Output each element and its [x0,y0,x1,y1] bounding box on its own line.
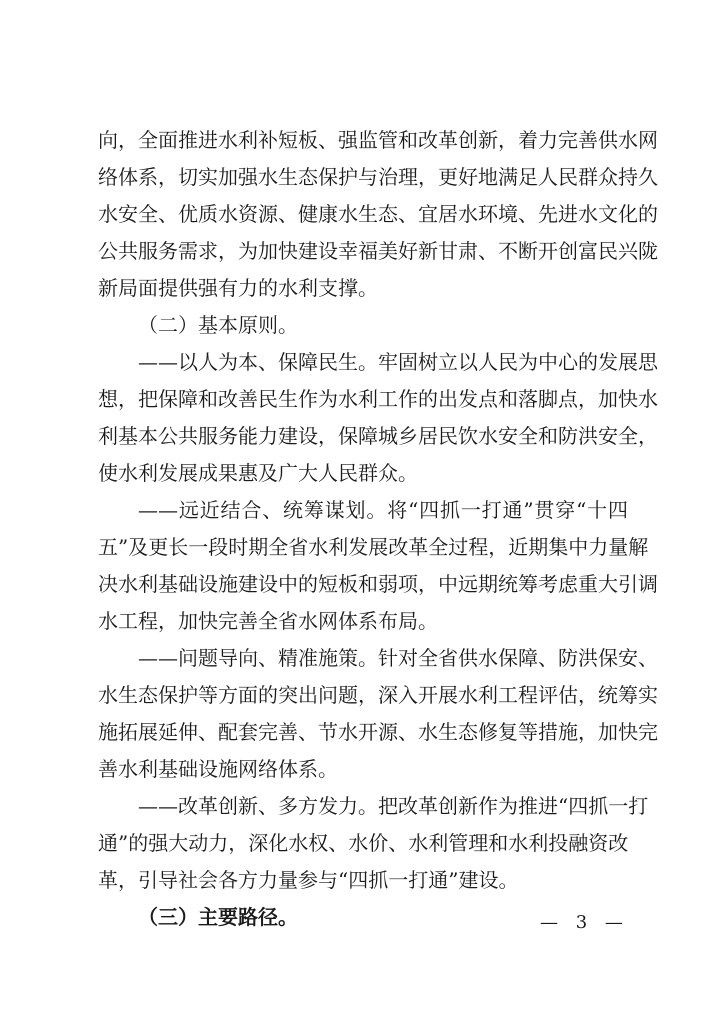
principle-line: ——远近结合、统筹谋划。将“四抓一打通”贯穿“十四 [138,498,628,522]
principle-line: 五”及更长一段时期全省水利发展改革全过程，近期集中力量解 [98,535,649,559]
principle-line: 利基本公共服务能力建设，保障城乡居民饮水安全和防洪安全， [98,424,658,448]
body-line: 新局面提供强有力的水利支撑。 [98,276,378,300]
principle-line: 想，把保障和改善民生作为水利工作的出发点和落脚点，加快水 [98,387,658,411]
principle-line: 水生态保护等方面的突出问题，深入开展水利工程评估，统筹实 [98,683,658,707]
principle-line: 革，引导社会各方力量参与“四抓一打通”建设。 [98,868,519,892]
principle-line: 水工程，加快完善全省水网体系布局。 [98,609,438,633]
body-line: 向，全面推进水利补短板、强监管和改革创新，着力完善供水网 [98,128,658,152]
principle-line: 通”的强大动力，深化水权、水价、水利管理和水利投融资改 [98,831,629,855]
section-heading-main-paths: （三）主要路径。 [138,905,298,929]
principle-line: 善水利基础设施网络体系。 [98,757,338,781]
principle-line: ——问题导向、精准施策。针对全省供水保障、防洪保安、 [138,646,658,670]
body-line: 络体系，切实加强水生态保护与治理，更好地满足人民群众持久 [98,165,658,189]
section-heading-basic-principles: （二）基本原则。 [138,313,298,337]
principle-line: ——以人为本、保障民生。牢固树立以人民为中心的发展思 [138,350,658,374]
body-line: 水安全、优质水资源、健康水生态、宜居水环境、先进水文化的 [98,202,658,226]
body-line: 公共服务需求，为加快建设幸福美好新甘肃、不断开创富民兴陇 [98,239,658,263]
principle-line: 使水利发展成果惠及广大人民群众。 [98,461,418,485]
principle-line: ——改革创新、多方发力。把改革创新作为推进“四抓一打 [138,794,649,818]
principle-line: 施拓展延伸、配套完善、节水开源、水生态修复等措施，加快完 [98,720,658,744]
document-body [98,122,658,936]
principle-line: 决水利基础设施建设中的短板和弱项，中远期统筹考虑重大引调 [98,572,658,596]
page-number: — 3 — [540,912,629,933]
